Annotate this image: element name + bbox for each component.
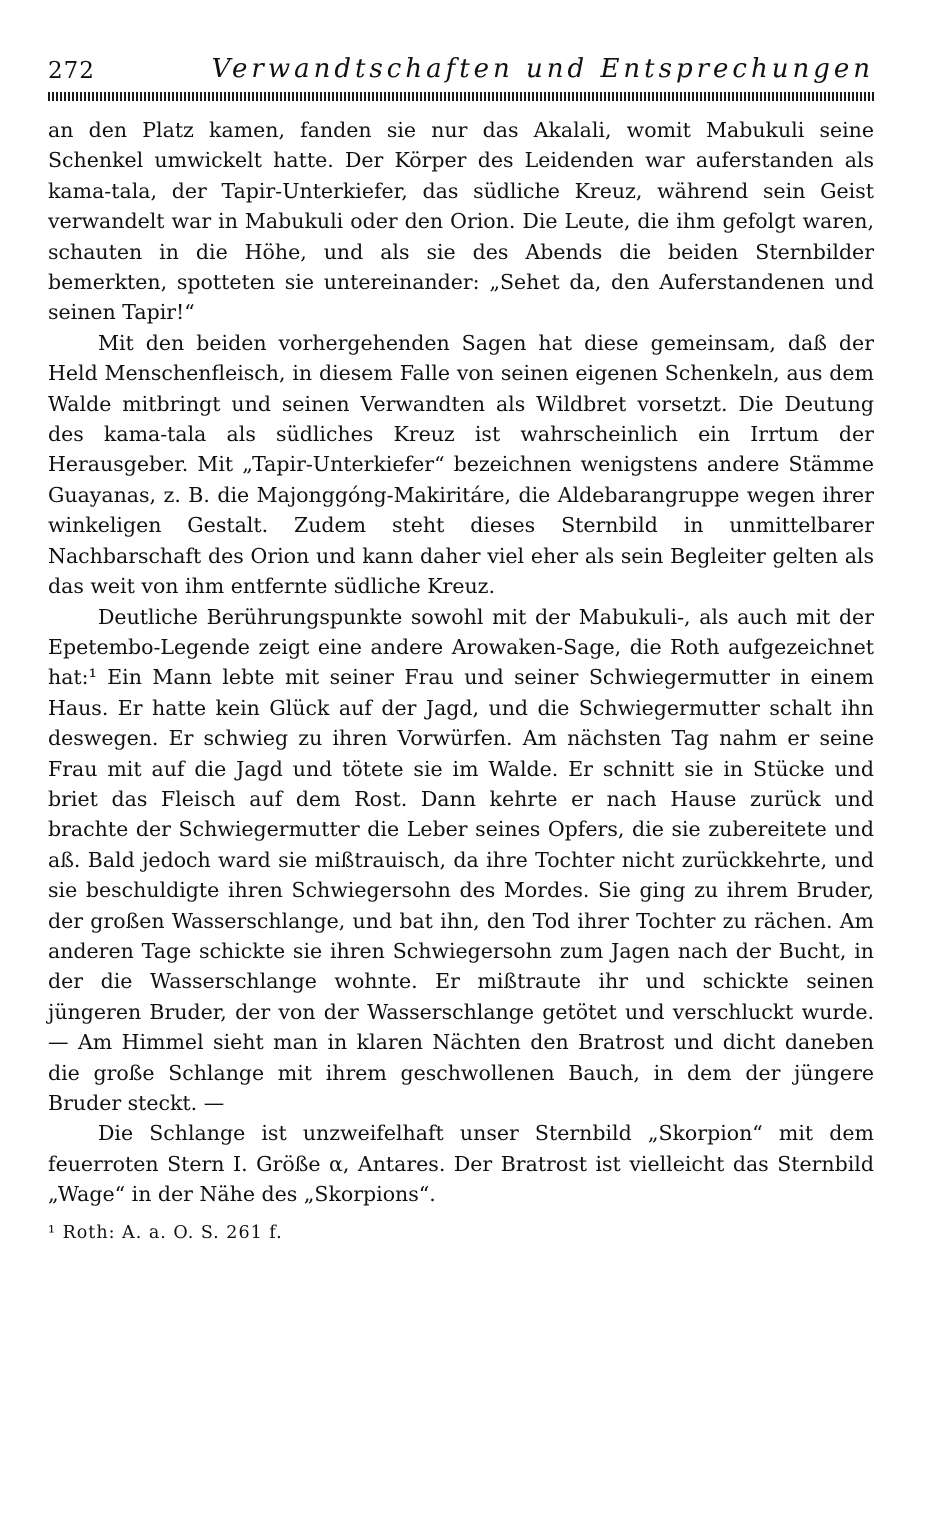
running-title: Verwandtschaften und Entsprechungen (211, 54, 874, 84)
body-text (48, 115, 874, 1210)
paragraph-1: an den Platz kamen, fanden sie nur das Akalali, womit Mabukuli seine Schenkel umwickelt hatte. Der Körper des Leidenden war auferstanden als kama-tala, der Tapir-Unterkiefer, das südliche Kreuz, während sein Geist verwandelt war in Mabukuli oder den Orion. Die Leute, die ihm gefolgt waren, schauten in die Höhe, und als sie des Abends die beiden Sternbilder bemerkten, spotteten sie untereinander: „Sehet da, den Auferstandenen und seinen Tapir!“ (48, 118, 874, 325)
page-number: 272 (48, 58, 95, 84)
paragraph-4: Die Schlange ist unzweifelhaft unser Sternbild „Skorpion“ mit dem feuerroten Stern I. Größe α, Antares. Der Bratrost ist vielleicht das Sternbild „Wage“ in der Nähe des „Skorpions“. (48, 1121, 874, 1207)
running-head (48, 52, 874, 92)
paragraph-2: Mit den beiden vorhergehenden Sagen hat diese gemeinsam, daß der Held Menschenfleisch, in diesem Falle von seinen eigenen Schenkeln, aus dem Walde mitbringt und seinen Verwandten als Wildbret vorsetzt. Die Deutung des kama-tala als südliches Kreuz ist wahrscheinlich ein Irrtum der Herausgeber. Mit „Tapir-Unterkiefer“ bezeichnen wenigstens andere Stämme Guayanas, z. B. die Majonggóng-Makiritáre, die Aldebarangruppe wegen ihrer winkeligen Gestalt. Zudem steht dieses Sternbild in unmittelbarer Nachbarschaft des Orion und kann daher viel eher als sein Begleiter gelten als das weit von ihm entfernte südliche Kreuz. (48, 330, 874, 599)
book-page (48, 52, 874, 1246)
footnote: ¹ Roth: A. a. O. S. 261 f. (48, 1222, 283, 1243)
paragraph-3: Deutliche Berührungspunkte sowohl mit der Mabukuli-, als auch mit der Epetembo-Legende zeigt eine andere Arowaken-Sage, die Roth aufgezeichnet hat:¹ Ein Mann lebte mit seiner Frau und seiner Schwiegermutter in einem Haus. Er hatte kein Glück auf der Jagd, und die Schwiegermutter schalt ihn deswegen. Er schwieg zu ihren Vorwürfen. Am nächsten Tag nahm er seine Frau mit auf die Jagd und tötete sie im Walde. Er schnitt sie in Stücke und briet das Fleisch auf dem Rost. Dann kehrte er nach Hause zurück und brachte der Schwiegermutter die Leber seines Opfers, die sie zubereitete und aß. Bald jedoch ward sie mißtrauisch, da ihre Tochter nicht zurückkehrte, und sie beschuldigte ihren Schwiegersohn des Mordes. Sie ging zu ihrem Bruder, der großen Wasserschlange, und bat ihn, den Tod ihrer Tochter zu rächen. Am anderen Tage schickte sie ihren Schwiegersohn zum Jagen nach der Bucht, in der die Wasserschlange wohnte. Er mißtraute ihr und schickte seinen jüngeren Bruder, der von der Wasserschlange getötet und verschluckt wurde. — Am Himmel sieht man in klaren Nächten den Bratrost und dicht daneben die große Schlange mit ihrem geschwollenen Bauch, in dem der jüngere Bruder steckt. — (48, 604, 874, 1115)
header-rule (48, 92, 874, 101)
